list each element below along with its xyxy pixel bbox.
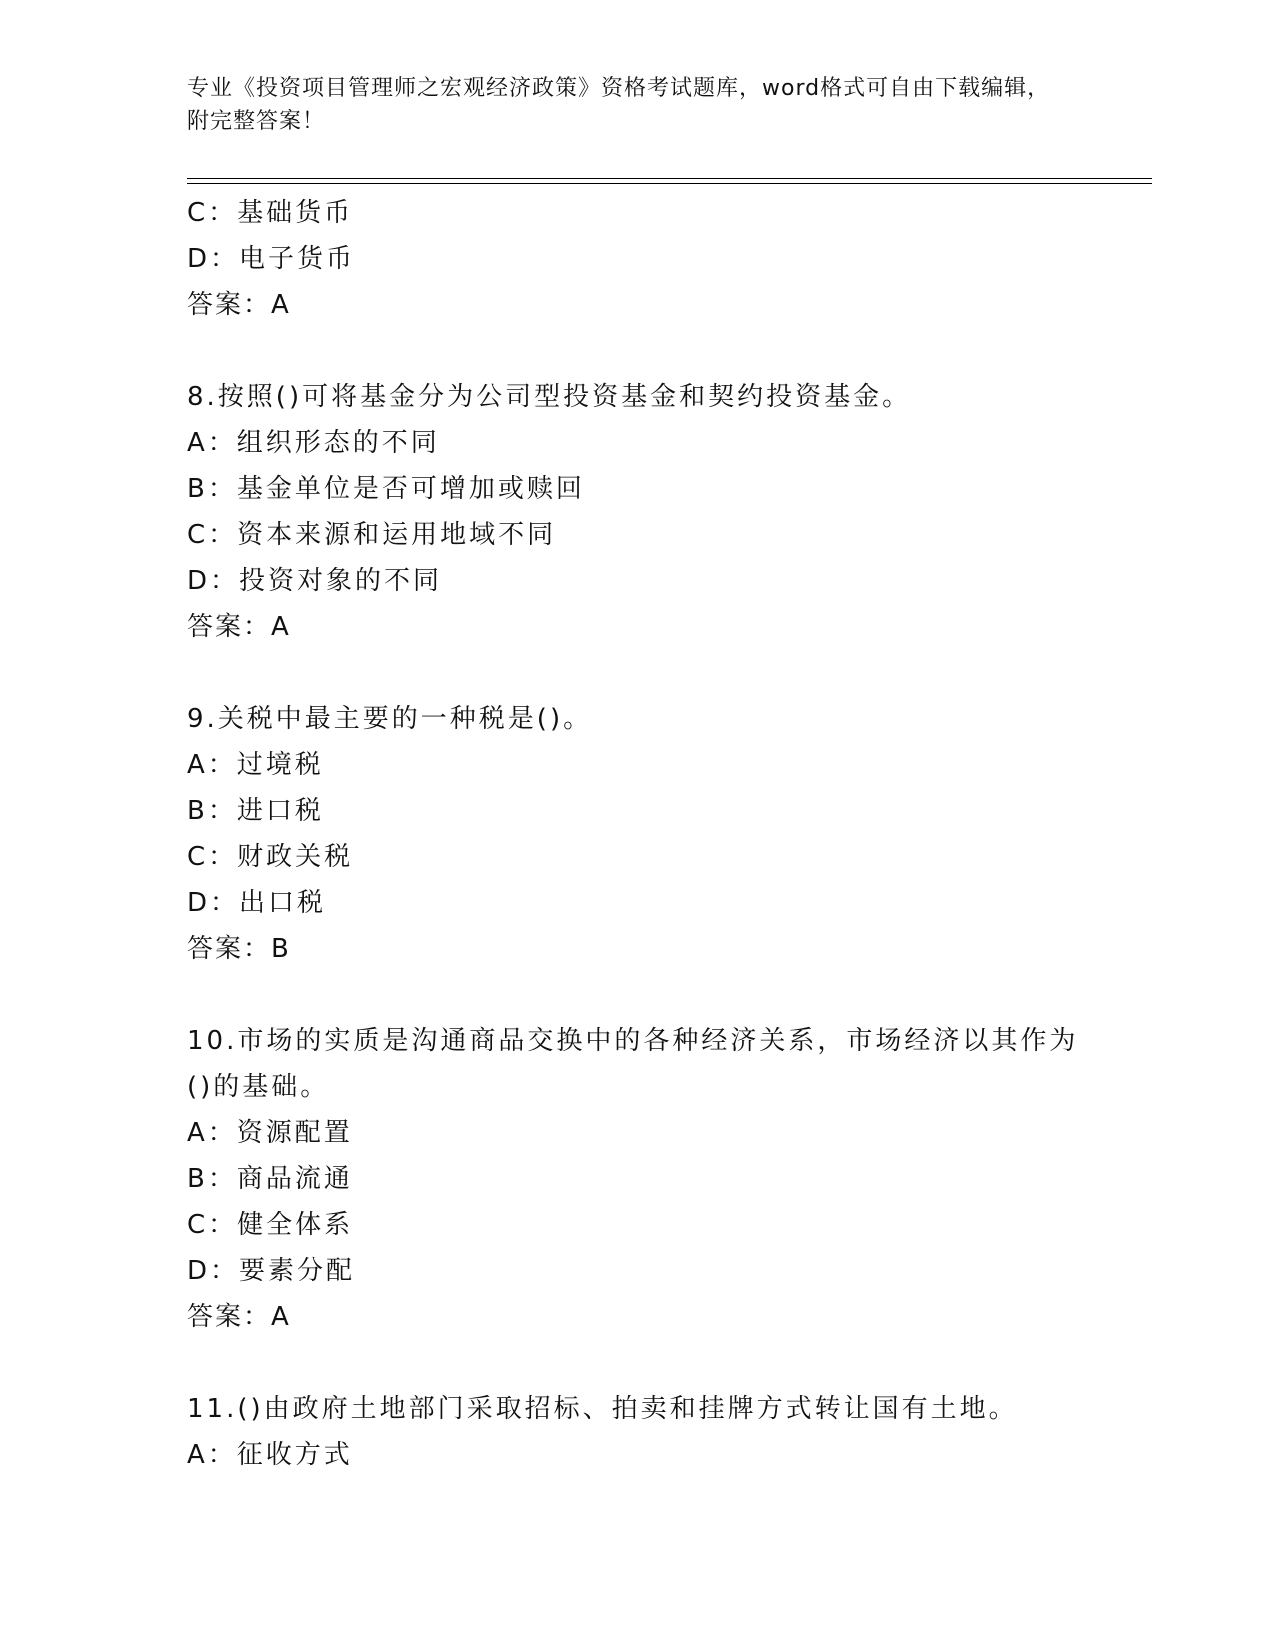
answer-line	[187, 926, 1147, 972]
header-rule-bottom	[187, 183, 1152, 184]
option-a: A：资源配置	[187, 1118, 353, 1148]
document-header: 专业《投资项目管理师之宏观经济政策》资格考试题库，word格式可自由下载编辑，附完整答案！	[187, 76, 1051, 134]
question-8	[187, 374, 1147, 650]
answer-line	[187, 604, 1147, 650]
answer-line	[187, 1294, 1147, 1340]
option-d: D：电子货币	[187, 244, 356, 274]
option-b: B：商品流通	[187, 1164, 353, 1194]
option-c: C：健全体系	[187, 1210, 354, 1240]
answer-value: B	[271, 934, 291, 964]
answer-value: A	[271, 612, 291, 642]
option-a: A：征收方式	[187, 1440, 353, 1470]
option-a: A：组织形态的不同	[187, 428, 440, 458]
answer-label: 答案：	[187, 1302, 272, 1332]
option-a: A：过境税	[187, 750, 324, 780]
answer-value: A	[271, 1302, 291, 1332]
option-c: C：财政关税	[187, 842, 354, 872]
option-d: D：出口税	[187, 888, 327, 918]
option-d: D：要素分配	[187, 1256, 356, 1286]
answer-label: 答案：	[187, 934, 272, 964]
answer-label: 答案：	[187, 290, 272, 320]
header-rule-top	[187, 178, 1152, 179]
question-10	[187, 1018, 1147, 1340]
question-list	[187, 190, 1147, 1478]
question-9	[187, 696, 1147, 972]
spacer	[187, 972, 1147, 1018]
question-11	[187, 1386, 1147, 1478]
option-c: C：基础货币	[187, 198, 354, 228]
option-d: D：投资对象的不同	[187, 566, 443, 596]
spacer	[187, 650, 1147, 696]
answer-line	[187, 282, 1147, 328]
question-stem: 10.市场的实质是沟通商品交换中的各种经济关系，市场经济以其作为()的基础。	[187, 1026, 1079, 1102]
spacer	[187, 328, 1147, 374]
option-b: B：进口税	[187, 796, 324, 826]
option-c: C：资本来源和运用地域不同	[187, 520, 557, 550]
spacer	[187, 1340, 1147, 1386]
question-stem: 9.关税中最主要的一种税是()。	[187, 704, 593, 734]
question-stem: 8.按照()可将基金分为公司型投资基金和契约投资基金。	[187, 382, 912, 412]
answer-label: 答案：	[187, 612, 272, 642]
question-7-continuation	[187, 190, 1147, 328]
question-stem: 11.()由政府土地部门采取招标、拍卖和挂牌方式转让国有土地。	[187, 1394, 1018, 1424]
option-b: B：基金单位是否可增加或赎回	[187, 474, 585, 504]
answer-value: A	[271, 290, 291, 320]
